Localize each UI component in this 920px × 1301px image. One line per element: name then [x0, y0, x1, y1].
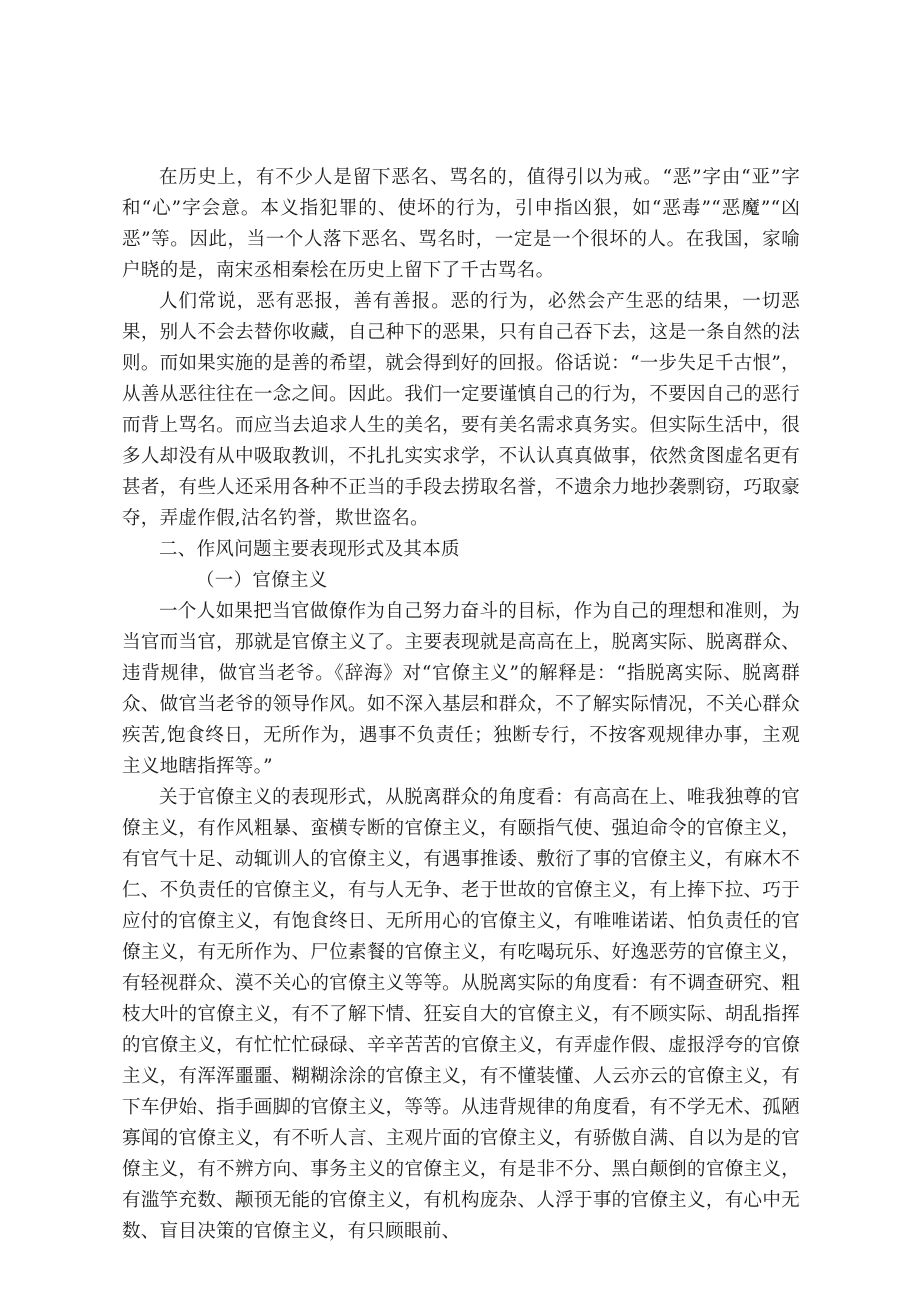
paragraph-4: 关于官僚主义的表现形式，从脱离群众的角度看：有高高在上、唯我独尊的官僚主义，有作风粗暴、蛮横专断的官僚主义，有颐指气使、强迫命令的官僚主义，有官气十足、动辄训人的官僚主义，有遇事推诿、敷衍了事的官僚主义，有麻木不仁、不负责任的官僚主义，有与人无争、老于世故的官僚主义，有上捧下拉、巧于应付的官僚主义，有饱食终日、无所用心的官僚主义，有唯唯诺诺、怕负责任的官僚主义，有无所作为、尸位素餐的官僚主义，有吃喝玩乐、好逸恶劳的官僚主义，有轻视群众、漠不关心的官僚主义等等。从脱离实际的角度看：有不调查研究、粗枝大叶的官僚主义，有不了解下情、狂妄自大的官僚主义，有不顾实际、胡乱指挥的官僚主义，有忙忙忙碌碌、辛辛苦苦的官僚主义，有弄虚作假、虚报浮夸的官僚主义，有浑浑噩噩、糊糊涂涂的官僚主义，有不懂装懂、人云亦云的官僚主义，有下车伊始、指手画脚的官僚主义，等等。从违背规律的角度看，有不学无术、孤陋寡闻的官僚主义，有不听人言、主观片面的官僚主义，有骄傲自满、自以为是的官僚主义，有不辨方向、事务主义的官僚主义，有是非不分、黑白颠倒的官僚主义，有滥竽充数、颟顸无能的官僚主义，有机构庞杂、人浮于事的官僚主义，有心中无数、盲目决策的官僚主义，有只顾眼前、 [122, 787, 800, 1242]
subsection-heading: （一）官僚主义 [196, 570, 328, 591]
paragraph-2: 人们常说，恶有恶报，善有善报。恶的行为，必然会产生恶的结果，一切恶果，别人不会去替你收藏，自己种下的恶果，只有自己吞下去，这是一条自然的法则。而如果实施的是善的希望，就会得到好的回报。俗话说：“一步失足千古恨”，从善从恶往往在一念之间。因此。我们一定要谨慎自己的行为，不要因自己的恶行而背上骂名。而应当去追求人生的美名，要有美名需求真务实。但实际生活中，很多人却没有从中吸取教训，不扎扎实实求学，不认认真真做事，依然贪图虚名更有甚者，有些人还采用各种不正当的手段去捞取名誉，不遗余力地抄袭剽窃，巧取豪夺，弄虚作假,沽名钓誉，欺世盗名。 [122, 291, 800, 529]
paragraph-3: 一个人如果把当官做僚作为自己努力奋斗的目标，作为自己的理想和准则，为当官而当官，那就是官僚主义了。主要表现就是高高在上，脱离实际、脱离群众、违背规律，做官当老爷。《辞海》对“官僚主义”的解释是：“指脱离实际、脱离群众、做官当老爷的领导作风。如不深入基层和群众，不了解实际情况，不关心群众疾苦,饱食终日，无所作为，遇事不负责任；独断专行，不按客观规律办事，主观主义地瞎指挥等。” [122, 601, 800, 777]
paragraph-1: 在历史上，有不少人是留下恶名、骂名的，值得引以为戒。“恶”字由“亚”字和“心”字会意。本义指犯罪的、使坏的行为，引申指凶狠，如“恶毒”“恶魔”“凶恶”等。因此，当一个人落下恶名、骂名时，一定是一个很坏的人。在我国，家喻户晓的是，南宋丞相秦桧在历史上留下了千古骂名。 [122, 167, 800, 281]
section-heading: 二、作风问题主要表现形式及其本质 [159, 539, 460, 560]
document-body [122, 162, 800, 1247]
